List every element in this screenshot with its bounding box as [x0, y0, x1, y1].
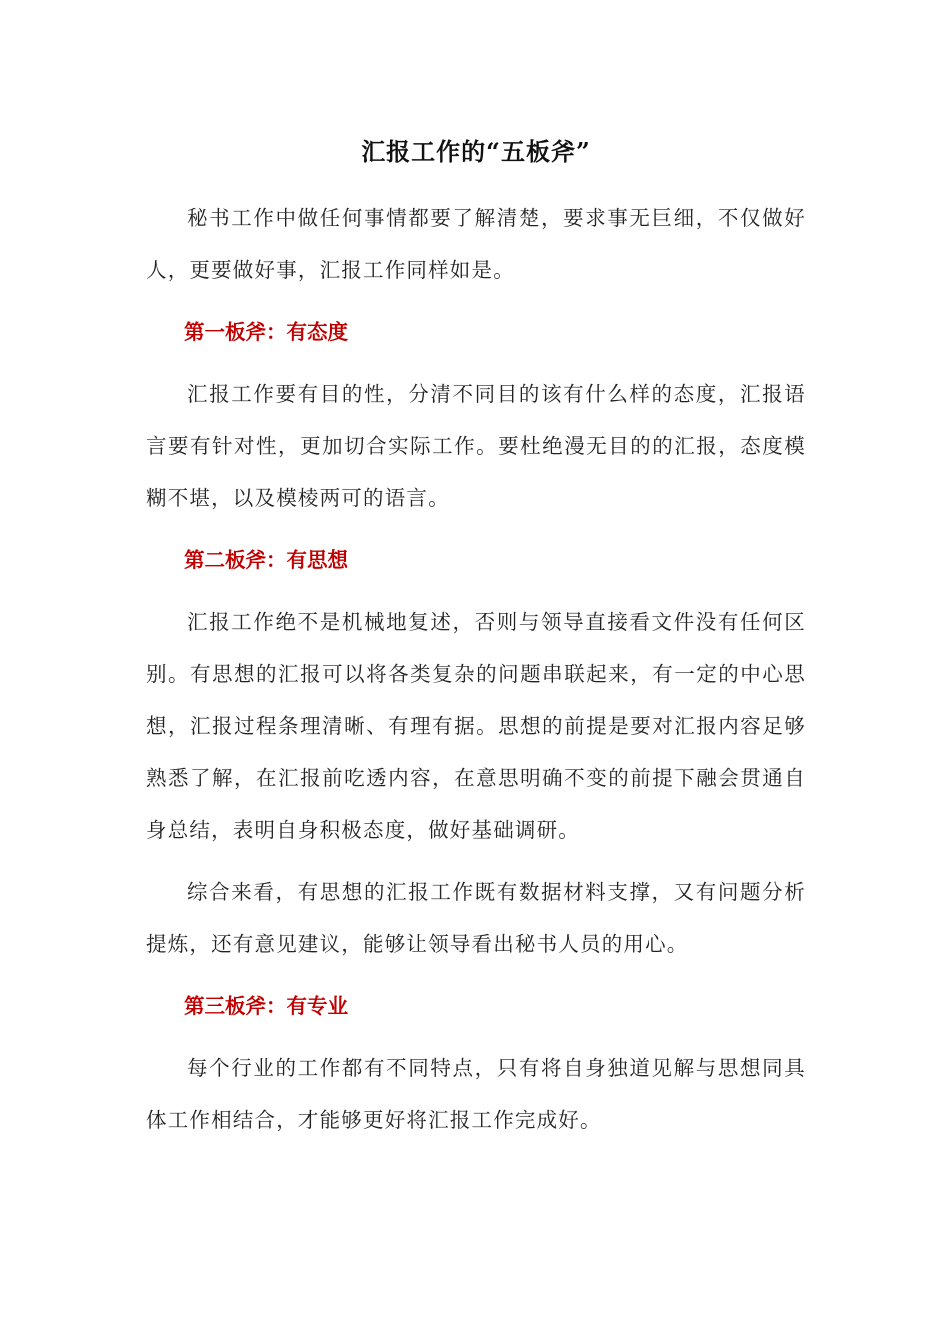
- section-3-paragraph-1: 每个行业的工作都有不同特点，只有将自身独道见解与思想同具体工作相结合，才能够更好将汇报工作完成好。: [146, 1056, 806, 1132]
- section-1-paragraph-1: 汇报工作要有目的性，分清不同目的该有什么样的态度，汇报语言要有针对性，更加切合实际工作。要杜绝漫无目的的汇报，态度模糊不堪，以及模棱两可的语言。: [146, 382, 806, 510]
- section-heading-2: 第二板斧：有思想: [184, 548, 348, 572]
- section-2-paragraph-2: 综合来看，有思想的汇报工作既有数据材料支撑，又有问题分析提炼，还有意见建议，能够让领导看出秘书人员的用心。: [146, 880, 806, 956]
- intro-paragraph: 秘书工作中做任何事情都要了解清楚，要求事无巨细，不仅做好人，更要做好事，汇报工作同样如是。: [146, 206, 806, 282]
- document-title: 汇报工作的“五板斧”: [361, 137, 591, 166]
- document-body: [146, 128, 806, 1156]
- section-heading-1: 第一板斧：有态度: [184, 320, 348, 344]
- section-heading-3: 第三板斧：有专业: [184, 994, 348, 1018]
- section-2-paragraph-1: 汇报工作绝不是机械地复述，否则与领导直接看文件没有任何区别。有思想的汇报可以将各类复杂的问题串联起来，有一定的中心思想，汇报过程条理清晰、有理有据。思想的前提是要对汇报内容足够熟悉了解，在汇报前吃透内容，在意思明确不变的前提下融会贯通自身总结，表明自身积极态度，做好基础调研。: [146, 610, 806, 842]
